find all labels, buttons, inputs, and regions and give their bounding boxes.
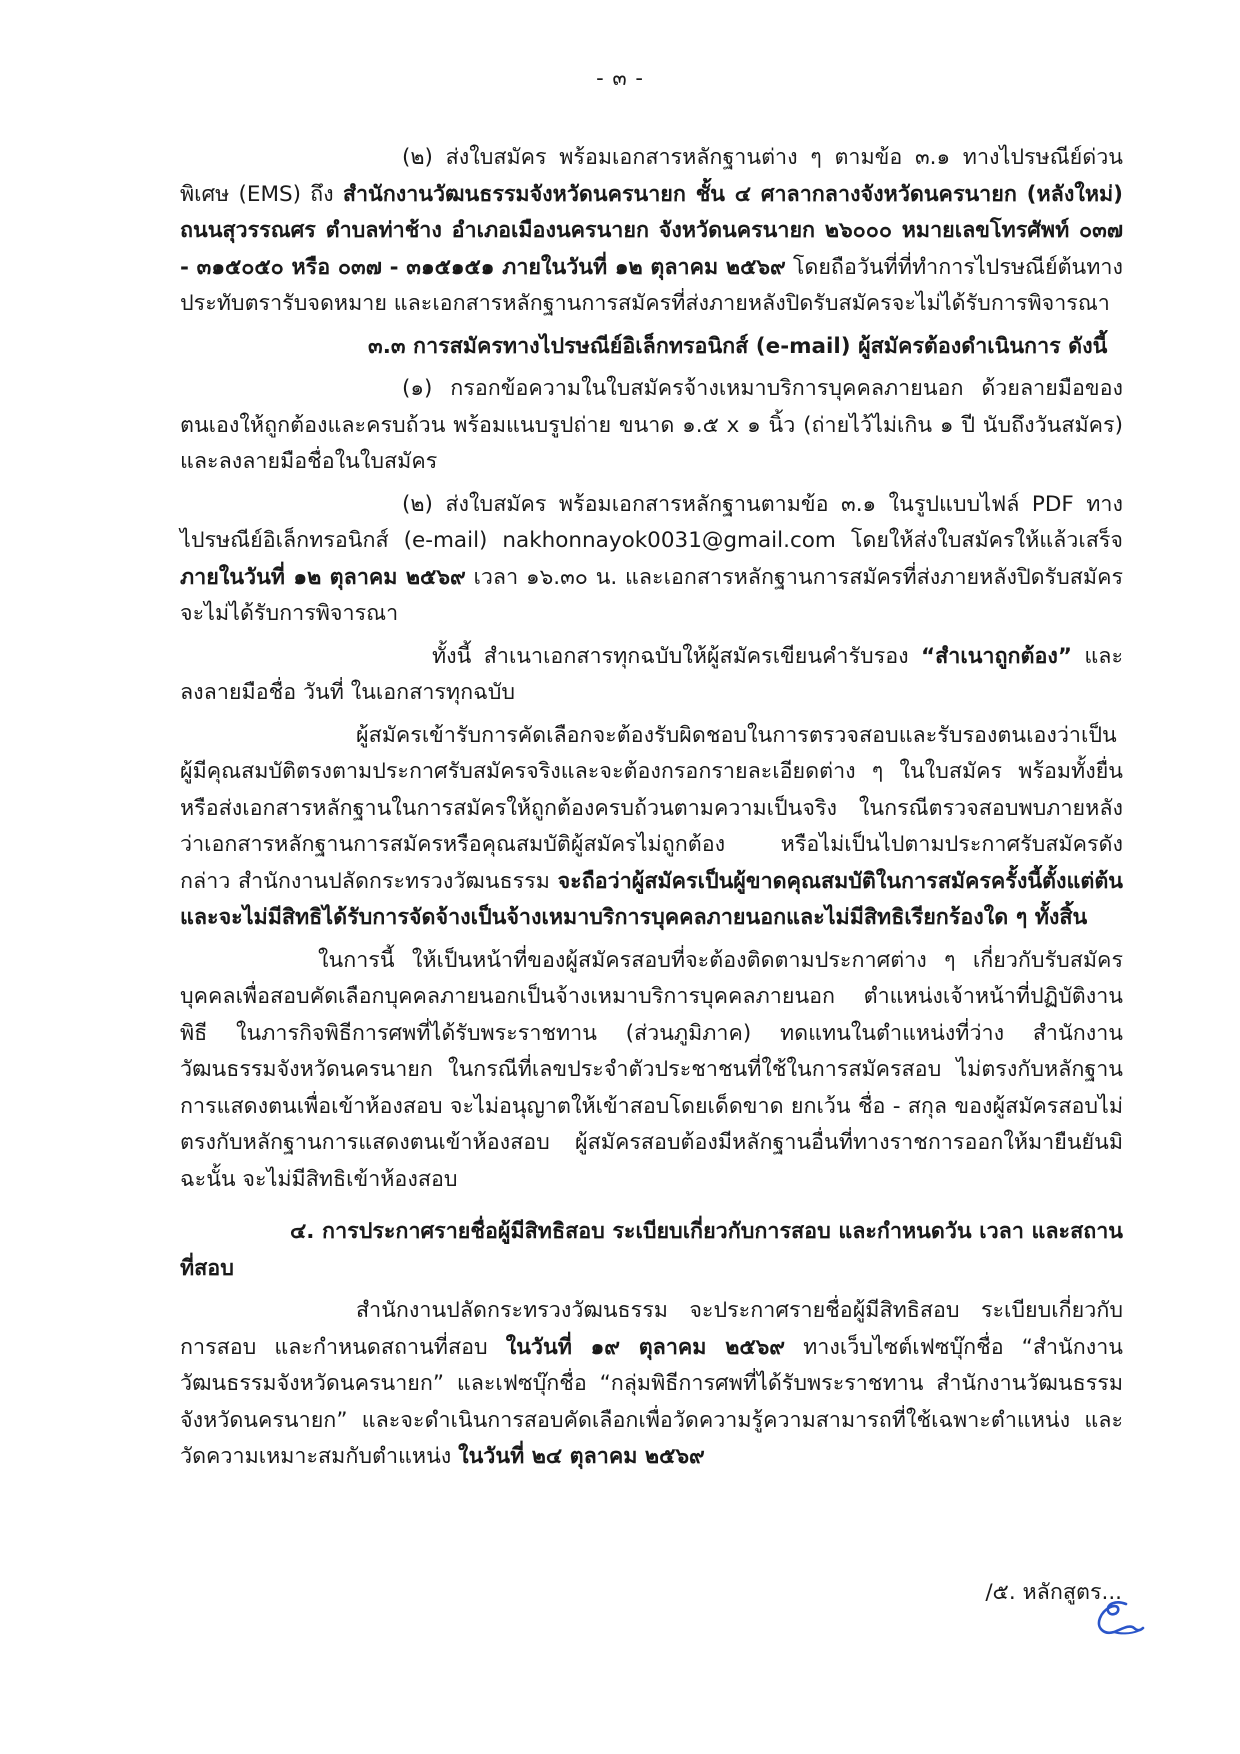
certified-copy-bold: “สำเนาถูกต้อง”	[921, 643, 1073, 669]
heading-3-3-email: ๓.๓ การสมัครทางไปรษณีย์อิเล็กทรอนิกส์ (e-mail) ผู้สมัครต้องดำเนินการ ดังนี้	[368, 333, 1108, 359]
document-body	[180, 140, 1123, 1476]
email-deadline-bold: ภายในวันที่ ๑๒ ตุลาคม ๒๕๖๙	[180, 564, 466, 590]
paragraph-exam-schedule	[180, 1293, 1123, 1476]
paragraph-applicant-responsibility	[180, 718, 1123, 937]
paragraph-certified-copy	[180, 639, 1123, 712]
announcement-date-bold: ในวันที่ ๑๙ ตุลาคม ๒๕๖๙	[505, 1334, 786, 1360]
paragraph-email-step-1: (๑) กรอกข้อความในใบสมัครจ้างเหมาบริการบุคคลภายนอก ด้วยลายมือของตนเองให้ถูกต้องและครบถ้วน พร้อมแนบรูปถ่าย ขนาด ๑.๕ x ๑ นิ้ว (ถ่ายไว้ไม่เกิน ๑ ปี นับถึงวันสมัคร) และลงลายมือชื่อในใบสมัคร	[180, 376, 1123, 474]
ems-text-tail: โดยถือวันที่ที่ทำการไปรษณีย์ต้นทางประทับตรารับจดหมาย และเอกสารหลักฐานการสมัครที่ส่งภายหลังปิดรับสมัครจะไม่ได้รับการพิจารณา	[180, 254, 1123, 316]
handwritten-initials-icon	[1090, 1598, 1146, 1638]
ems-text-lead: (๒) ส่งใบสมัคร พร้อมเอกสารหลักฐานต่าง ๆ ตามข้อ ๓.๑ ทางไปรษณีย์ด่วนพิเศษ (EMS) ถึง	[180, 145, 1123, 207]
exam-date-bold: ในวันที่ ๒๔ ตุลาคม ๒๕๖๙	[458, 1444, 705, 1469]
exam-schedule-middle: ทางเว็บไซต์เฟซบุ๊กชื่อ “สำนักงานวัฒนธรรมจังหวัดนครนายก” และเฟซบุ๊กชื่อ “กลุ่มพิธีการศพที่ได้รับพระราชทาน สำนักงานวัฒนธรรมจังหวัดนครนายก” และจะดำเนินการสอบคัดเลือกเพื่อวัดความรู้ความสามารถที่ใช้เฉพาะตำแหน่ง และวัดความเหมาะสมกับตำแหน่ง	[180, 1334, 1123, 1469]
email-step-2-tail: เวลา ๑๖.๓๐ น. และเอกสารหลักฐานการสมัครที่ส่งภายหลังปิดรับสมัคร จะไม่ได้รับการพิจารณา	[180, 564, 1123, 626]
responsibility-text: ผู้สมัครเข้ารับการคัดเลือกจะต้องรับผิดชอบในการตรวจสอบและรับรองตนเองว่าเป็นผู้มีคุณสมบัติตรงตามประกาศรับสมัครจริงและจะต้องกรอกรายละเอียดต่าง ๆ ในใบสมัคร พร้อมทั้งยื่นหรือส่งเอกสารหลักฐานในการสมัครให้ถูกต้องครบถ้วนตามความเป็นจริง ในกรณีตรวจสอบพบภายหลังว่าเอกสารหลักฐานการสมัครหรือคุณสมบัติผู้สมัครไม่ถูกต้อง หรือไม่เป็นไปตามประกาศรับสมัครดังกล่าว สำนักงานปลัดกระทรวงวัฒนธรรม	[180, 722, 1123, 894]
paragraph-email-step-2	[180, 487, 1123, 633]
page-number: - ๓ -	[596, 66, 644, 90]
continuation-reference: /๕. หลักสูตร...	[985, 1580, 1122, 1605]
disqualification-bold: จะถือว่าผู้สมัครเป็นผู้ขาดคุณสมบัติในการสมัครครั้งนี้ตั้งแต่ต้นและจะไม่มีสิทธิได้รับการจัดจ้างเป็นจ้างเหมาบริการบุคคลภายนอกและไม่มีสิทธิเรียกร้องใด ๆ ทั้งสิ้น	[180, 868, 1123, 930]
heading-4-announcement: ๔. การประกาศรายชื่อผู้มีสิทธิสอบ ระเบียบเกี่ยวกับการสอบ และกำหนดวัน เวลา และสถานที่สอบ	[180, 1219, 1123, 1281]
exam-schedule-lead: สำนักงานปลัดกระทรวงวัฒนธรรม จะประกาศรายชื่อผู้มีสิทธิสอบ ระเบียบเกี่ยวกับการสอบ และกำหนดสถานที่สอบ	[180, 1298, 1123, 1360]
paragraph-ems-submission	[180, 140, 1123, 323]
certified-copy-lead: ทั้งนี้ สำเนาเอกสารทุกฉบับให้ผู้สมัครเขียนคำรับรอง	[432, 643, 922, 669]
ems-address-bold: สำนักงานวัฒนธรรมจังหวัดนครนายก ชั้น ๔ ศาลากลางจังหวัดนครนายก (หลังใหม่) ถนนสุวรรณศร ตำบลท่าช้าง อำเภอเมืองนครนายก จังหวัดนครนายก ๒๖๐๐๐ หมายเลขโทรศัพท์ ๐๓๗ - ๓๑๕๐๕๐ หรือ ๐๓๗ - ๓๑๕๑๕๑ ภายในวันที่ ๑๒ ตุลาคม ๒๕๖๙	[180, 181, 1123, 280]
certified-copy-tail: และลงลายมือชื่อ วันที่ ในเอกสารทุกฉบับ	[180, 643, 1123, 705]
email-step-2-lead: (๒) ส่งใบสมัคร พร้อมเอกสารหลักฐานตามข้อ ๓.๑ ในรูปแบบไฟล์ PDF ทางไปรษณีย์อิเล็กทรอนิกส์ (e-mail) nakhonnayok0031@gmail.com โดยให้ส่งใบสมัครให้แล้วเสร็จ	[180, 491, 1123, 553]
paragraph-follow-announcements: ในการนี้ ให้เป็นหน้าที่ของผู้สมัครสอบที่จะต้องติดตามประกาศต่าง ๆ เกี่ยวกับรับสมัครบุคคลเพื่อสอบคัดเลือกบุคคลภายนอกเป็นจ้างเหมาบริการบุคคลภายนอก ตำแหน่งเจ้าหน้าที่ปฏิบัติงานพิธี ในภารกิจพิธีการศพที่ได้รับพระราชทาน (ส่วนภูมิภาค) ทดแทนในตำแหน่งที่ว่าง สำนักงานวัฒนธรรมจังหวัดนครนายก ในกรณีที่เลขประจำตัวประชาชนที่ใช้ในการสมัครสอบ ไม่ตรงกับหลักฐานการแสดงตนเพื่อเข้าห้องสอบ จะไม่อนุญาตให้เข้าสอบโดยเด็ดขาด ยกเว้น ชื่อ - สกุล ของผู้สมัครสอบไม่ตรงกับหลักฐานการแสดงตนเข้าห้องสอบ ผู้สมัครสอบต้องมีหลักฐานอื่นที่ทางราชการออกให้มายืนยันมิฉะนั้น จะไม่มีสิทธิเข้าห้องสอบ	[180, 947, 1123, 1192]
